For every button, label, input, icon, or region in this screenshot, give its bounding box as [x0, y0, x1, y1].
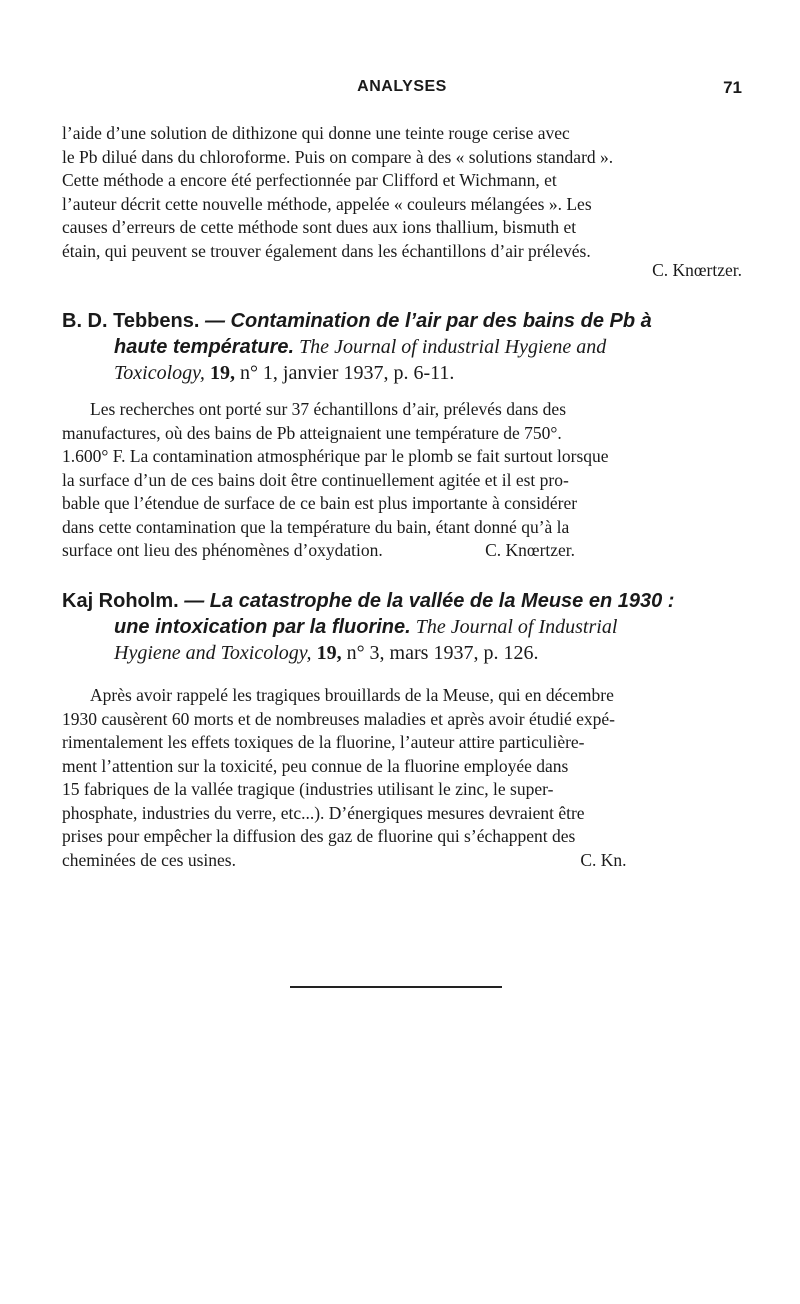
entry-2-journal: The Journal of Industrial — [410, 616, 618, 638]
text-line: rimentalement les effets toxiques de la fluorine, l’auteur attire particulière- — [62, 732, 585, 752]
text-line: dans cette contamination que la température du bain, étant donné qu’à la — [62, 516, 570, 537]
entry-1-journal: The Journal of industrial Hygiene and — [294, 336, 607, 358]
text-line: ment l’attention sur la toxicité, peu connue de la fluorine employée dans — [62, 755, 569, 776]
entry-1-volume: 19, — [209, 362, 235, 384]
text-line: manufactures, où des bains de Pb atteignaient une température de 750°. — [62, 422, 562, 443]
text-line: Cette méthode a encore été perfectionnée par Clifford et Wichmann, et — [62, 170, 557, 190]
text-line: l’auteur décrit cette nouvelle méthode, appelée « couleurs mélangées ». Les — [62, 193, 592, 214]
text-line: étain, qui peuvent se trouver également dans les échantillons d’air prélevés. — [62, 240, 591, 261]
text-line: le Pb dilué dans du chloroforme. Puis on compare à des « solutions standard ». — [62, 146, 614, 167]
entry-2-journal-cont: Hygiene and Toxicology, — [114, 642, 312, 664]
entry-2-volume: 19, — [316, 642, 342, 664]
text-line-with-signature — [62, 849, 742, 873]
text-line-with-signature — [62, 539, 742, 563]
text-line: l’aide d’une solution de dithizone qui donne une teinte rouge cerise avec — [62, 123, 570, 143]
entry-1-heading — [62, 308, 742, 386]
entry-2-reference: n° 3, mars 1937, p. 126. — [341, 642, 539, 664]
text-line: 1930 causèrent 60 morts et de nombreuses maladies et après avoir étudié expé- — [62, 708, 616, 729]
page-header — [62, 78, 742, 102]
entry-1-dash: — — [199, 310, 231, 332]
text-line: cheminées de ces usines. — [62, 849, 236, 870]
entry-1-abstract — [62, 398, 742, 563]
entry-2-dash: — — [178, 590, 210, 612]
entry-2-title-line-1: La catastrophe de la vallée de la Meuse en 1930 : — [209, 590, 675, 612]
text-line: Les recherches ont porté sur 37 échantillons d’air, prélevés dans des — [90, 399, 567, 419]
text-line: surface ont lieu des phénomènes d’oxydation. — [62, 540, 383, 560]
text-line: 1.600° F. La contamination atmosphérique par le plomb se fait surtout lorsque — [62, 446, 609, 466]
entry-2-abstract — [62, 684, 742, 872]
page-number: 71 — [723, 78, 742, 97]
section-end-rule — [290, 986, 502, 988]
entry-1-author: B. D. Tebbens. — [62, 310, 200, 332]
text-line: Après avoir rappelé les tragiques brouillards de la Meuse, qui en décembre — [90, 685, 614, 705]
entry-1-title-line-1: Contamination de l’air par des bains de Pb à — [230, 310, 652, 332]
entry-2-title-line-2: une intoxication par la fluorine. — [114, 616, 411, 638]
entry-1-reference: n° 1, janvier 1937, p. 6-11. — [234, 362, 455, 384]
entry-2-author: Kaj Roholm. — [62, 590, 179, 612]
entry-1-journal-cont: Toxicology, — [114, 362, 205, 384]
text-line: la surface d’un de ces bains doit être continuellement agitée et il est pro- — [62, 469, 569, 490]
text-line: bable que l’étendue de surface de ce bain est plus importante à considérer — [62, 493, 578, 513]
text-line: phosphate, industries du verre, etc...). D’énergiques mesures devraient être — [62, 802, 585, 823]
continuation-signature: C. Knœrtzer. — [652, 260, 742, 280]
entry-2-signature: C. Kn. — [580, 849, 627, 870]
text-line: causes d’erreurs de cette méthode sont dues aux ions thallium, bismuth et — [62, 217, 577, 237]
text-line: prises pour empêcher la diffusion des gaz de fluorine qui s’échappent des — [62, 826, 576, 846]
entry-1-title-line-2: haute température. — [114, 336, 295, 358]
running-head: ANALYSES — [357, 78, 447, 95]
entry-2-heading — [62, 588, 742, 666]
continuation-paragraph — [62, 122, 742, 263]
entry-1-signature: C. Knœrtzer. — [485, 540, 576, 560]
text-line: 15 fabriques de la vallée tragique (industries utilisant le zinc, le super- — [62, 779, 554, 799]
